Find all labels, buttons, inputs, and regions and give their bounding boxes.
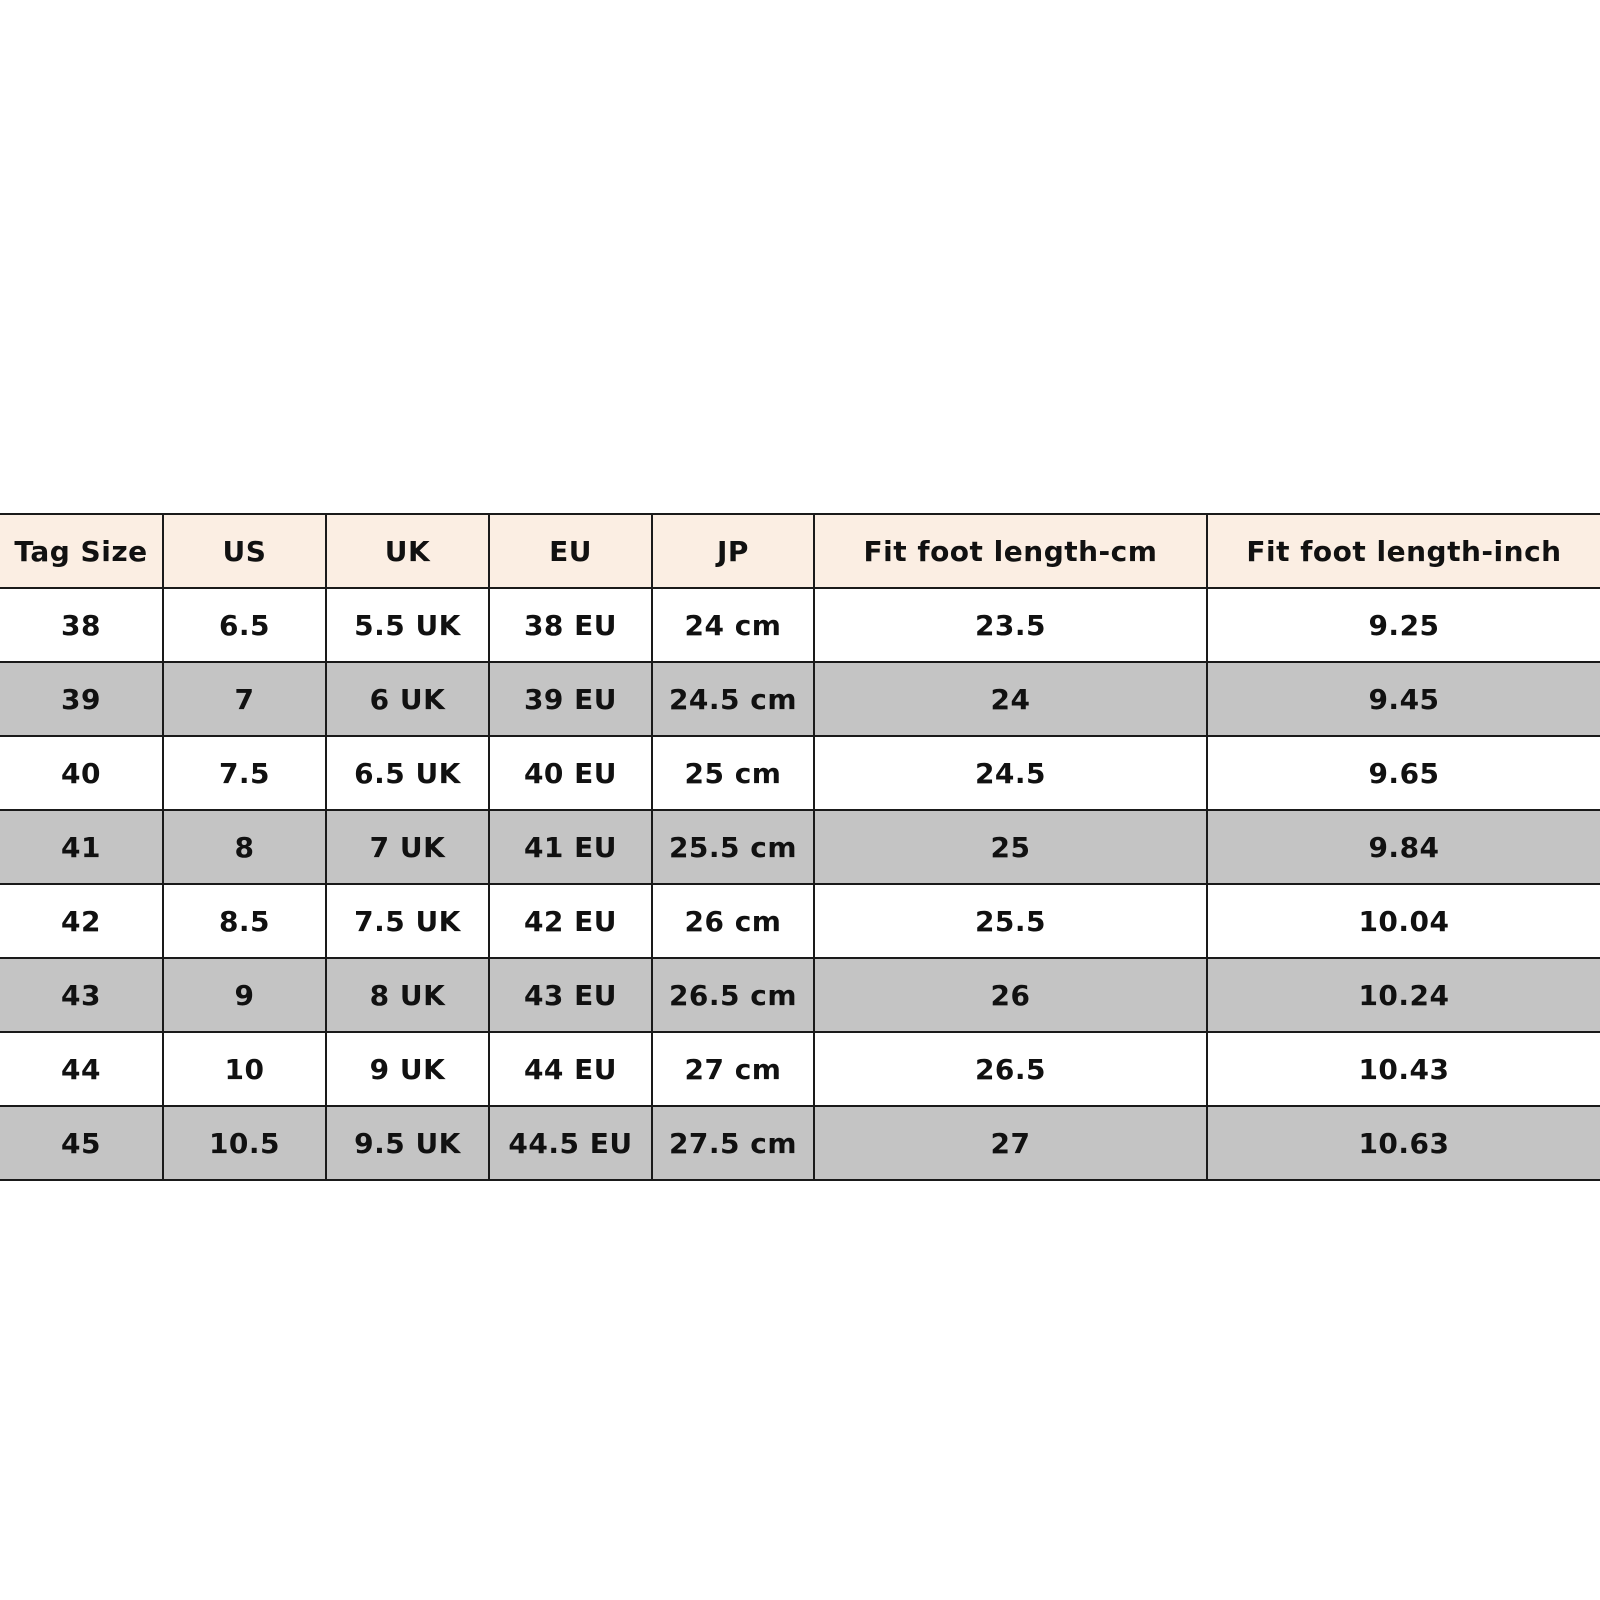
table-row <box>0 958 1600 1032</box>
table-row <box>0 1032 1600 1106</box>
cell-foot-length-cm: 24 <box>814 662 1207 736</box>
header-jp: JP <box>652 514 814 588</box>
cell-us: 7 <box>163 662 326 736</box>
cell-us: 9 <box>163 958 326 1032</box>
cell-foot-length-inch: 10.04 <box>1207 884 1600 958</box>
cell-foot-length-cm: 24.5 <box>814 736 1207 810</box>
cell-tag-size: 44 <box>0 1032 163 1106</box>
cell-jp: 25.5 cm <box>652 810 814 884</box>
cell-eu: 40 EU <box>489 736 652 810</box>
table-row <box>0 884 1600 958</box>
cell-foot-length-cm: 26 <box>814 958 1207 1032</box>
cell-tag-size: 42 <box>0 884 163 958</box>
cell-eu: 39 EU <box>489 662 652 736</box>
cell-uk: 5.5 UK <box>326 588 489 662</box>
cell-eu: 43 EU <box>489 958 652 1032</box>
cell-jp: 26.5 cm <box>652 958 814 1032</box>
cell-foot-length-cm: 25 <box>814 810 1207 884</box>
cell-foot-length-inch: 9.45 <box>1207 662 1600 736</box>
header-foot-length-inch: Fit foot length-inch <box>1207 514 1600 588</box>
header-foot-length-cm: Fit foot length-cm <box>814 514 1207 588</box>
header-tag-size: Tag Size <box>0 514 163 588</box>
cell-eu: 44.5 EU <box>489 1106 652 1180</box>
cell-eu: 44 EU <box>489 1032 652 1106</box>
table-row <box>0 736 1600 810</box>
cell-us: 10.5 <box>163 1106 326 1180</box>
cell-foot-length-inch: 10.63 <box>1207 1106 1600 1180</box>
cell-eu: 42 EU <box>489 884 652 958</box>
cell-foot-length-inch: 9.25 <box>1207 588 1600 662</box>
cell-eu: 38 EU <box>489 588 652 662</box>
cell-jp: 24.5 cm <box>652 662 814 736</box>
size-chart-table <box>0 513 1600 1181</box>
cell-foot-length-cm: 25.5 <box>814 884 1207 958</box>
cell-uk: 6.5 UK <box>326 736 489 810</box>
cell-tag-size: 43 <box>0 958 163 1032</box>
cell-uk: 7.5 UK <box>326 884 489 958</box>
cell-us: 8 <box>163 810 326 884</box>
cell-uk: 8 UK <box>326 958 489 1032</box>
cell-us: 10 <box>163 1032 326 1106</box>
header-row <box>0 514 1600 588</box>
cell-jp: 27.5 cm <box>652 1106 814 1180</box>
cell-us: 7.5 <box>163 736 326 810</box>
cell-uk: 9 UK <box>326 1032 489 1106</box>
cell-foot-length-cm: 23.5 <box>814 588 1207 662</box>
cell-tag-size: 45 <box>0 1106 163 1180</box>
cell-uk: 9.5 UK <box>326 1106 489 1180</box>
cell-foot-length-inch: 9.84 <box>1207 810 1600 884</box>
cell-uk: 7 UK <box>326 810 489 884</box>
table-row <box>0 810 1600 884</box>
cell-uk: 6 UK <box>326 662 489 736</box>
cell-foot-length-inch: 10.43 <box>1207 1032 1600 1106</box>
header-uk: UK <box>326 514 489 588</box>
cell-us: 6.5 <box>163 588 326 662</box>
table-row <box>0 588 1600 662</box>
cell-jp: 27 cm <box>652 1032 814 1106</box>
cell-jp: 25 cm <box>652 736 814 810</box>
cell-jp: 26 cm <box>652 884 814 958</box>
cell-tag-size: 40 <box>0 736 163 810</box>
cell-tag-size: 41 <box>0 810 163 884</box>
header-eu: EU <box>489 514 652 588</box>
cell-tag-size: 39 <box>0 662 163 736</box>
cell-eu: 41 EU <box>489 810 652 884</box>
cell-foot-length-cm: 27 <box>814 1106 1207 1180</box>
cell-us: 8.5 <box>163 884 326 958</box>
cell-foot-length-cm: 26.5 <box>814 1032 1207 1106</box>
cell-tag-size: 38 <box>0 588 163 662</box>
cell-foot-length-inch: 10.24 <box>1207 958 1600 1032</box>
header-us: US <box>163 514 326 588</box>
table-row <box>0 662 1600 736</box>
cell-foot-length-inch: 9.65 <box>1207 736 1600 810</box>
cell-jp: 24 cm <box>652 588 814 662</box>
table-row <box>0 1106 1600 1180</box>
